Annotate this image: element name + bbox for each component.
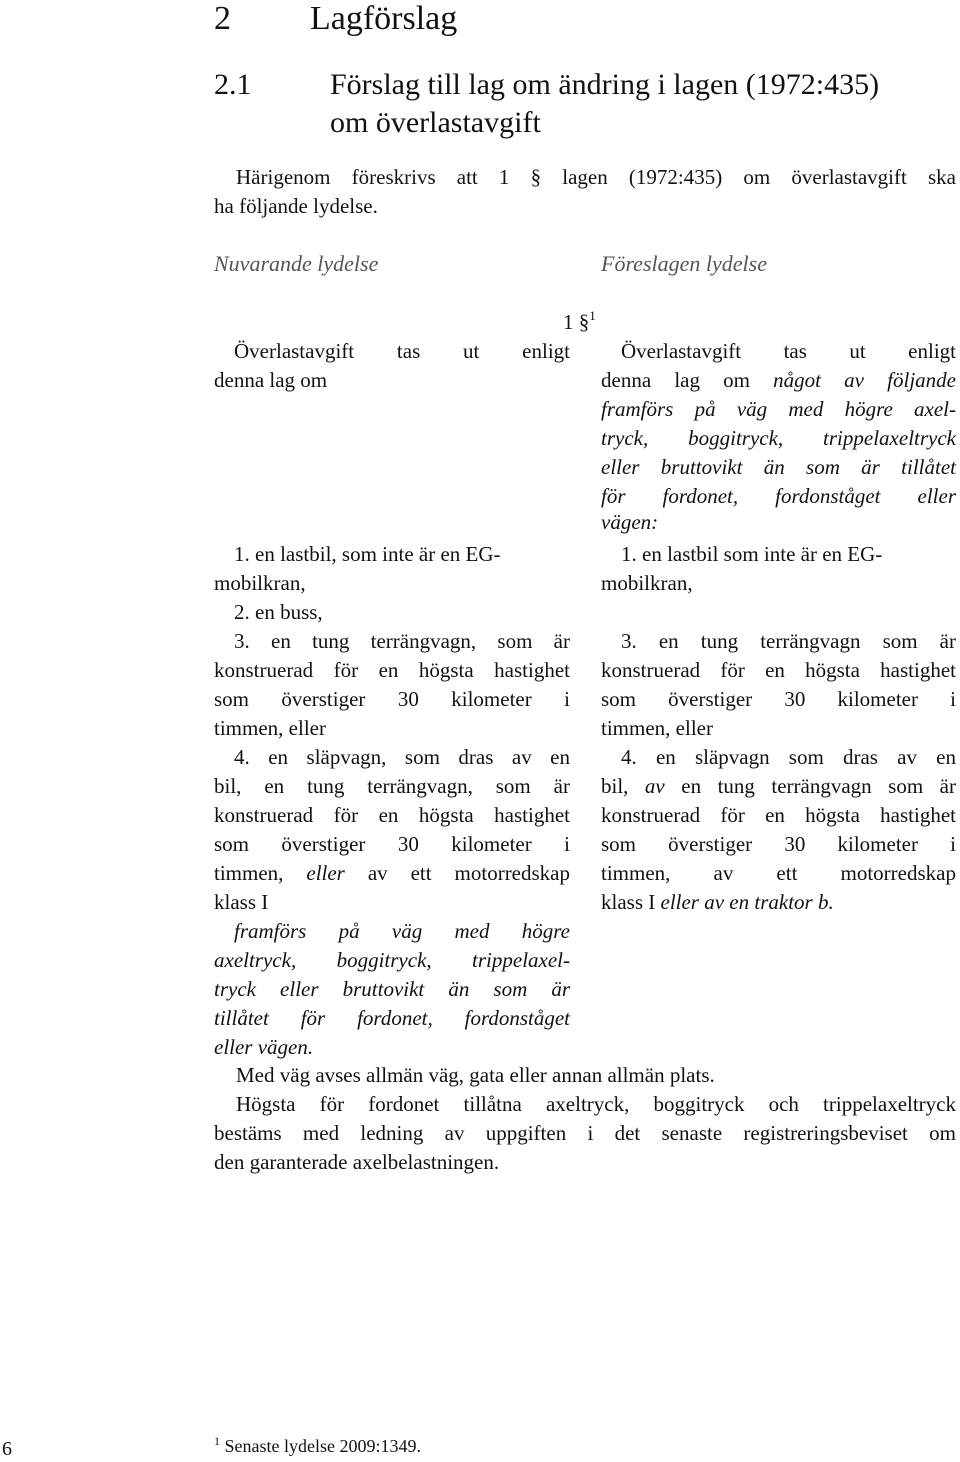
right-item4-c: konstruerad för en högsta hastighet [601,803,956,827]
right-item4-d: som överstiger 30 kilometer i [601,832,956,856]
right-intro-b-ital: något av följande [773,368,957,392]
right-intro-a: Överlastavgift tas ut enligt [621,339,956,363]
right-item4-b-post: en tung terrängvagn som är [681,774,956,798]
right-item4-f [601,888,956,917]
right-intro-f: för fordonet, fordonståget eller [601,484,956,508]
section-title-line2: om överlastavgift [330,106,541,139]
right-intro-g: vägen: [601,510,659,534]
left-item4-e [214,859,570,888]
section-number: 2.1 [214,68,252,101]
left-item4-b: bil, en tung terrängvagn, som är [214,774,570,798]
footnote-text: Senaste lydelse 2009:1349. [224,1436,421,1456]
after-paragraph-2-b: bestäms med ledning av uppgiften i det senaste registreringsbeviset om [214,1121,956,1145]
after-paragraph-1: Med väg avses allmän väg, gata eller annan allmän plats. [236,1063,715,1087]
left-tail-e: eller vägen. [214,1035,314,1059]
right-intro-c: framförs på väg med högre axel- [601,397,956,421]
section-title-line1: Förslag till lag om ändring i lagen (1972:435) [330,68,880,101]
right-item4-e: timmen, av ett motorredskap [601,861,956,885]
left-tail-b: axeltryck, boggitryck, trippelaxel- [214,948,570,972]
after-paragraph-2-c: den garanterade axelbelastningen. [214,1150,500,1174]
left-column [214,337,570,1062]
right-item3-c: som överstiger 30 kilometer i [601,687,956,711]
left-intro-b: denna lag om [214,368,328,392]
intro-line1: Härigenom föreskrivs att 1 § lagen (1972:435) om överlastavgift ska [236,165,956,189]
right-item3-a: 3. en tung terrängvagn som är [621,629,956,653]
left-tail-a: framförs på väg med högre [234,919,570,943]
left-intro-a: Överlastavgift tas ut enligt [234,339,570,363]
right-intro-b-pre: denna lag om [601,368,750,392]
right-item4-b-ital: av [644,774,665,798]
right-item4-a: 4. en släpvagn som dras av en [621,745,956,769]
right-item3-d: timmen, eller [601,716,713,740]
chapter-number: 2 [214,0,231,37]
left-item1-b: mobilkran, [214,571,306,595]
left-item4-d: som överstiger 30 kilometer i [214,832,570,856]
intro-line2: ha följande lydelse. [214,194,378,218]
left-column-header: Nuvarande lydelse [214,251,379,276]
left-item3-b: konstruerad för en högsta hastighet [214,658,570,682]
after-paragraph-2-a: Högsta för fordonet tillåtna axeltryck, boggitryck och trippelaxeltryck [236,1092,956,1116]
chapter-heading [214,0,457,38]
left-item2: 2. en buss, [234,600,323,624]
chapter-title: Lagförslag [310,0,458,37]
left-item4-c: konstruerad för en högsta hastighet [214,803,570,827]
paragraph-mark-text: 1 § [563,310,590,334]
left-tail-c: tryck eller bruttovikt än som är [214,977,570,1001]
left-item3-d: timmen, eller [214,716,326,740]
footnote-reference: 1 [589,308,596,323]
right-item4-f-ital: eller av en traktor b. [660,890,834,914]
right-item4-b [601,772,956,801]
left-tail-d: tillåtet för fordonet, fordonståget [214,1006,570,1030]
left-item4-a: 4. en släpvagn, som dras av en [234,745,570,769]
footnote [214,1436,421,1457]
left-item4-e-pre: timmen, [214,861,284,885]
right-item4-f-pre: klass I [601,890,656,914]
left-item4-f: klass I [214,890,269,914]
right-item1-a: 1. en lastbil som inte är en EG- [621,542,883,566]
left-item1-a: 1. en lastbil, som inte är en EG- [234,542,501,566]
paragraph-mark [563,308,596,339]
footnote-mark: 1 [214,1434,220,1448]
right-intro-e: eller bruttovikt än som är tillåtet [601,455,956,479]
right-item1-b: mobilkran, [601,571,693,595]
left-item3-c: som överstiger 30 kilometer i [214,687,570,711]
right-item4-b-pre: bil, [601,774,629,798]
left-item3-a: 3. en tung terrängvagn, som är [234,629,570,653]
right-intro-d: tryck, boggitryck, trippelaxeltryck [601,426,956,450]
left-item4-e-post: av ett motorredskap [367,861,570,885]
right-column-header: Föreslagen lydelse [601,251,767,276]
right-intro-b [601,366,956,395]
left-item4-e-ital: eller [306,861,345,885]
right-item3-b: konstruerad för en högsta hastighet [601,658,956,682]
page-number: 6 [2,1438,12,1460]
right-column [601,337,956,917]
